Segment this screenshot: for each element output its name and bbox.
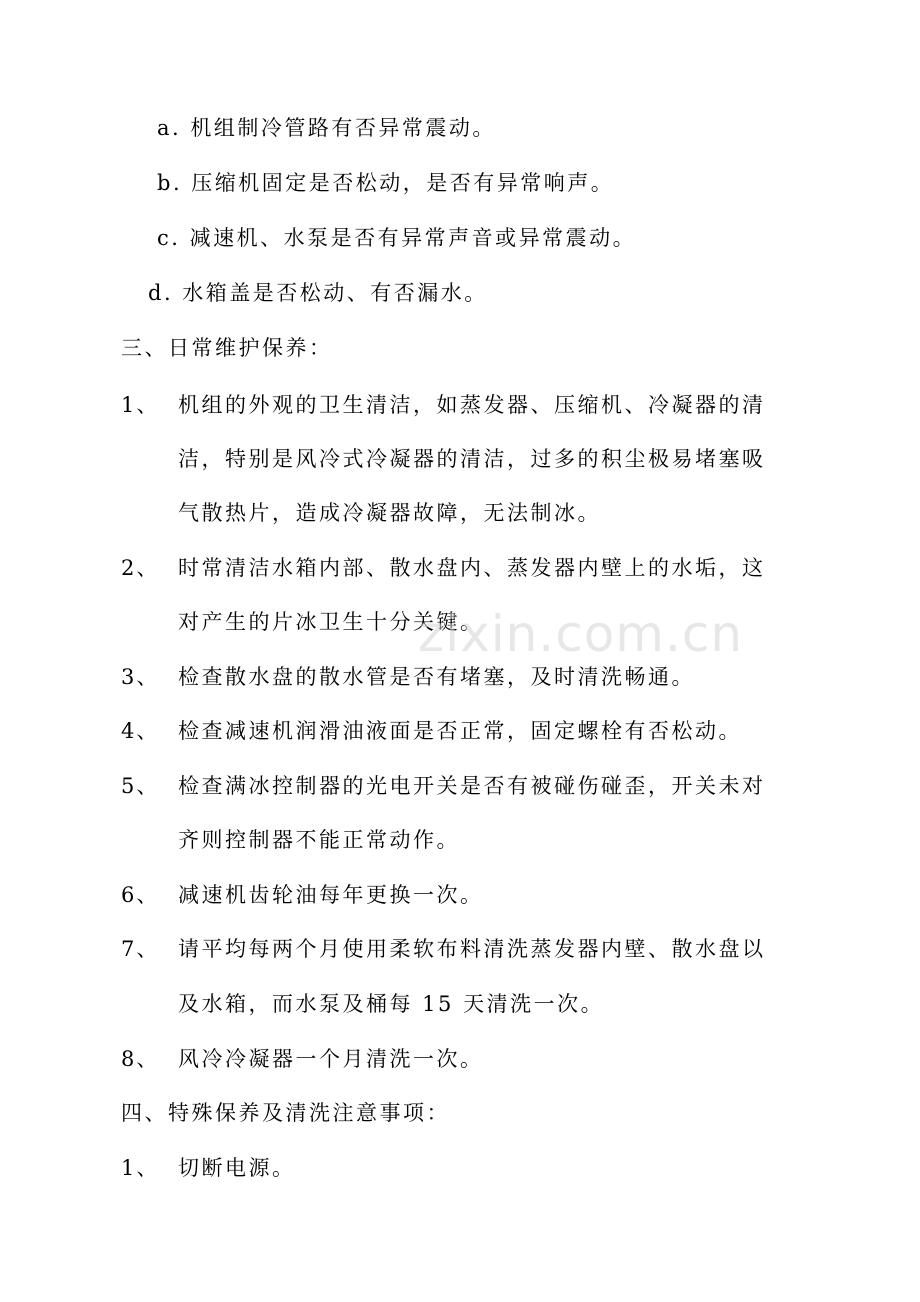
list-item-line: 风冷冷凝器一个月清洗一次。	[178, 1047, 484, 1071]
list-item-line: 机组的外观的卫生清洁，如蒸发器、压缩机、冷凝器的清	[178, 393, 766, 417]
checklist-item-d: d. 水箱盖是否松动、有否漏水。	[148, 281, 488, 305]
list-item-number: 5、	[121, 774, 160, 798]
list-item-line: 检查减速机润滑油液面是否正常，固定螺栓有否松动。	[178, 719, 742, 743]
list-item-line: 切断电源。	[178, 1156, 296, 1180]
list-item-number: 7、	[121, 937, 160, 961]
list-item-line: 检查散水盘的散水管是否有堵塞，及时清洗畅通。	[178, 665, 695, 689]
list-item-line: 气散热片，造成冷凝器故障，无法制冰。	[178, 501, 601, 525]
checklist-item-b: b. 压缩机固定是否松动，是否有异常响声。	[157, 171, 615, 195]
list-item-number: 6、	[121, 883, 160, 907]
list-item-number: 8、	[121, 1047, 160, 1071]
list-item-number: 3、	[121, 665, 160, 689]
list-item-line: 及水箱，而水泵及桶每 15 天清洗一次。	[178, 992, 605, 1016]
list-item-line: 齐则控制器不能正常动作。	[178, 828, 460, 852]
list-item-line: 请平均每两个月使用柔软布料清洗蒸发器内壁、散水盘以	[178, 937, 766, 961]
checklist-item-c: c. 减速机、水泵是否有异常声音或异常震动。	[157, 226, 637, 250]
checklist-item-a: a. 机组制冷管路有否异常震动。	[157, 116, 496, 140]
list-item-line: 检查满冰控制器的光电开关是否有被碰伤碰歪，开关未对	[178, 774, 766, 798]
section-heading-4: 四、特殊保养及清洗注意事项：	[121, 1101, 450, 1125]
watermark: zixin.com.cn	[418, 605, 744, 663]
list-item-line: 对产生的片冰卫生十分关键。	[178, 610, 484, 634]
list-item-number: 1、	[121, 1156, 160, 1180]
list-item-line: 减速机齿轮油每年更换一次。	[178, 883, 484, 907]
list-item-number: 2、	[121, 556, 160, 580]
list-item-line: 时常清洁水箱内部、散水盘内、蒸发器内壁上的水垢，这	[178, 556, 766, 580]
list-item-number: 1、	[121, 393, 160, 417]
list-item-line: 洁，特别是风冷式冷凝器的清洁，过多的积尘极易堵塞吸	[178, 447, 766, 471]
section-heading-3: 三、日常维护保养：	[121, 336, 333, 360]
list-item-number: 4、	[121, 719, 160, 743]
